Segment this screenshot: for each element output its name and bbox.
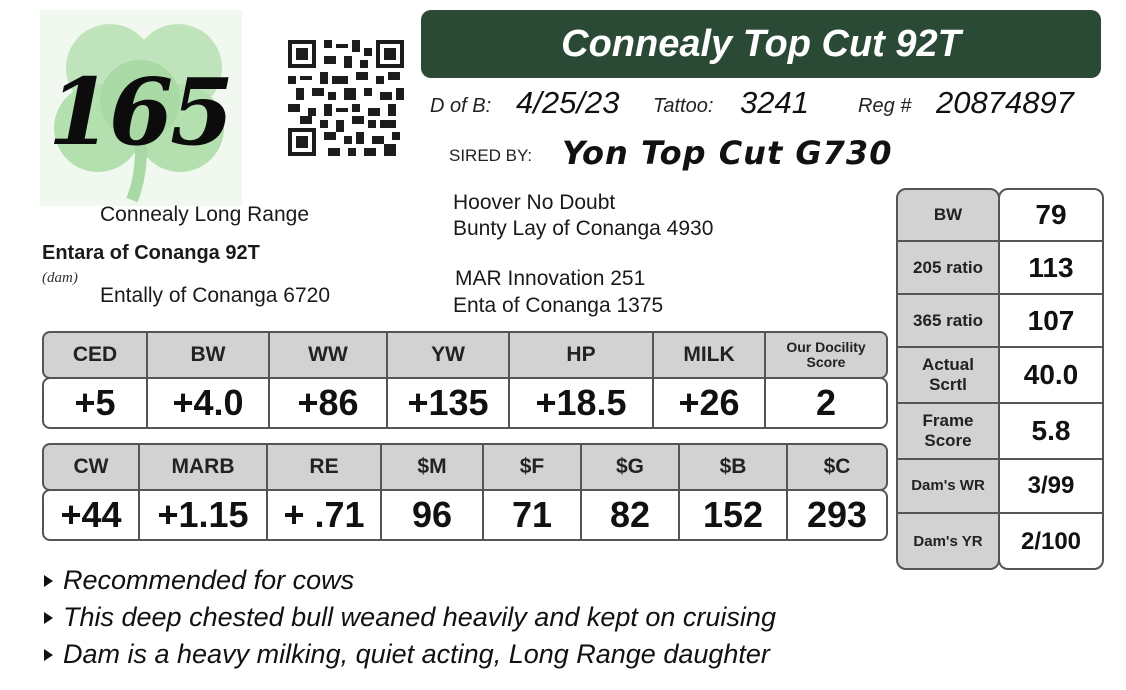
epd-header-bw: BW — [148, 333, 270, 377]
lot-number: 165 — [48, 58, 232, 166]
comment-item: Dam is a heavy milking, quiet acting, Long Range daughter — [44, 636, 776, 673]
epd-value-yw: +135 — [388, 379, 510, 427]
performance-values — [998, 188, 1104, 570]
title-bar — [421, 10, 1101, 78]
dob-value: 4/25/23 — [516, 85, 620, 120]
perf-value-365-ratio: 107 — [1000, 295, 1102, 348]
epd-header-g-index: $G — [582, 445, 680, 489]
epd-value-ww: +86 — [270, 379, 388, 427]
epd-header-hp: HP — [510, 333, 654, 377]
pedigree-dam-dam: Entally of Conanga 6720 — [100, 284, 331, 307]
pedigree-dam: Entara of Conanga 92T — [42, 242, 260, 264]
epd-header-docility: Our Docility Score — [786, 339, 866, 370]
perf-value-frame-score: 5.8 — [1000, 404, 1102, 460]
perf-label-365-ratio: 365 ratio — [898, 295, 998, 348]
perf-label-205-ratio: 205 ratio — [898, 242, 998, 295]
epd-values-row-1 — [42, 377, 888, 429]
reg-value: 20874897 — [936, 85, 1074, 120]
epd-value-ced: +5 — [44, 379, 148, 427]
epd-value-m-index: 96 — [382, 491, 484, 539]
epd-header-ww: WW — [270, 333, 388, 377]
epd-values-row-2 — [42, 489, 888, 541]
perf-value-dams-wr: 3/99 — [1000, 460, 1102, 514]
pedigree-dam-dam-dam: Enta of Conanga 1375 — [453, 294, 664, 317]
epd-value-f-index: 71 — [484, 491, 582, 539]
epd-header-row-2 — [42, 443, 888, 491]
epd-table-2 — [42, 443, 888, 545]
perf-label-frame-score: Frame Score — [898, 404, 998, 460]
perf-value-actual-scrtl: 40.0 — [1000, 348, 1102, 404]
performance-labels — [896, 188, 1000, 570]
epd-header-ced: CED — [44, 333, 148, 377]
perf-value-205-ratio: 113 — [1000, 242, 1102, 295]
epd-value-cw: +44 — [44, 491, 140, 539]
perf-value-bw: 79 — [1000, 190, 1102, 242]
epd-header-c-index: $C — [823, 455, 851, 478]
epd-value-milk: +26 — [654, 379, 766, 427]
dob-label: D of B: — [430, 95, 492, 117]
animal-name: Connealy Top Cut 92T — [561, 22, 961, 65]
epd-header-re: RE — [268, 445, 382, 489]
epd-header-f-index: $F — [484, 445, 582, 489]
perf-label-bw: BW — [898, 190, 998, 242]
epd-header-b-index: $B — [680, 445, 788, 489]
epd-table-1 — [42, 331, 888, 429]
sire-name: Yon Top Cut G730 — [562, 134, 893, 172]
epd-header-row-1 — [42, 331, 888, 379]
epd-value-bw: +4.0 — [148, 379, 270, 427]
epd-value-re: + .71 — [268, 491, 382, 539]
dam-tag: (dam) — [42, 270, 78, 286]
perf-label-dams-wr: Dam's WR — [898, 460, 998, 514]
epd-header-milk: MILK — [654, 333, 766, 377]
epd-value-b-index: 152 — [680, 491, 788, 539]
pedigree-dam-sire: Connealy Long Range — [100, 203, 309, 226]
epd-value-c-index: 293 — [806, 494, 868, 535]
sired-by-label: SIRED BY: — [449, 146, 533, 165]
perf-value-dams-yr: 2/100 — [1020, 528, 1082, 555]
bullet-arrow-icon — [44, 649, 53, 661]
comment-item: This deep chested bull weaned heavily and kept on cruising — [44, 599, 776, 636]
epd-header-cw: CW — [44, 445, 140, 489]
bullet-arrow-icon — [44, 612, 53, 624]
epd-value-docility: 2 — [815, 382, 837, 423]
perf-label-dams-yr: Dam's YR — [913, 533, 983, 550]
pedigree-sire-sire: Hoover No Doubt — [453, 191, 616, 214]
perf-label-actual-scrtl: Actual Scrtl — [898, 348, 998, 404]
epd-value-marb: +1.15 — [140, 491, 268, 539]
epd-header-marb: MARB — [140, 445, 268, 489]
epd-header-m-index: $M — [382, 445, 484, 489]
epd-header-yw: YW — [388, 333, 510, 377]
tattoo-label: Tattoo: — [653, 95, 714, 117]
comments-list — [44, 562, 776, 673]
pedigree-dam-dam-sire: MAR Innovation 251 — [455, 267, 646, 290]
performance-table — [896, 188, 1104, 570]
tattoo-value: 3241 — [740, 85, 809, 120]
qr-code-icon — [288, 40, 404, 156]
reg-label: Reg # — [858, 95, 912, 117]
epd-value-hp: +18.5 — [510, 379, 654, 427]
pedigree-sire-dam: Bunty Lay of Conanga 4930 — [453, 217, 714, 240]
lot-number-box — [40, 10, 242, 206]
bullet-arrow-icon — [44, 575, 53, 587]
epd-value-g-index: 82 — [582, 491, 680, 539]
comment-item: Recommended for cows — [44, 562, 776, 599]
